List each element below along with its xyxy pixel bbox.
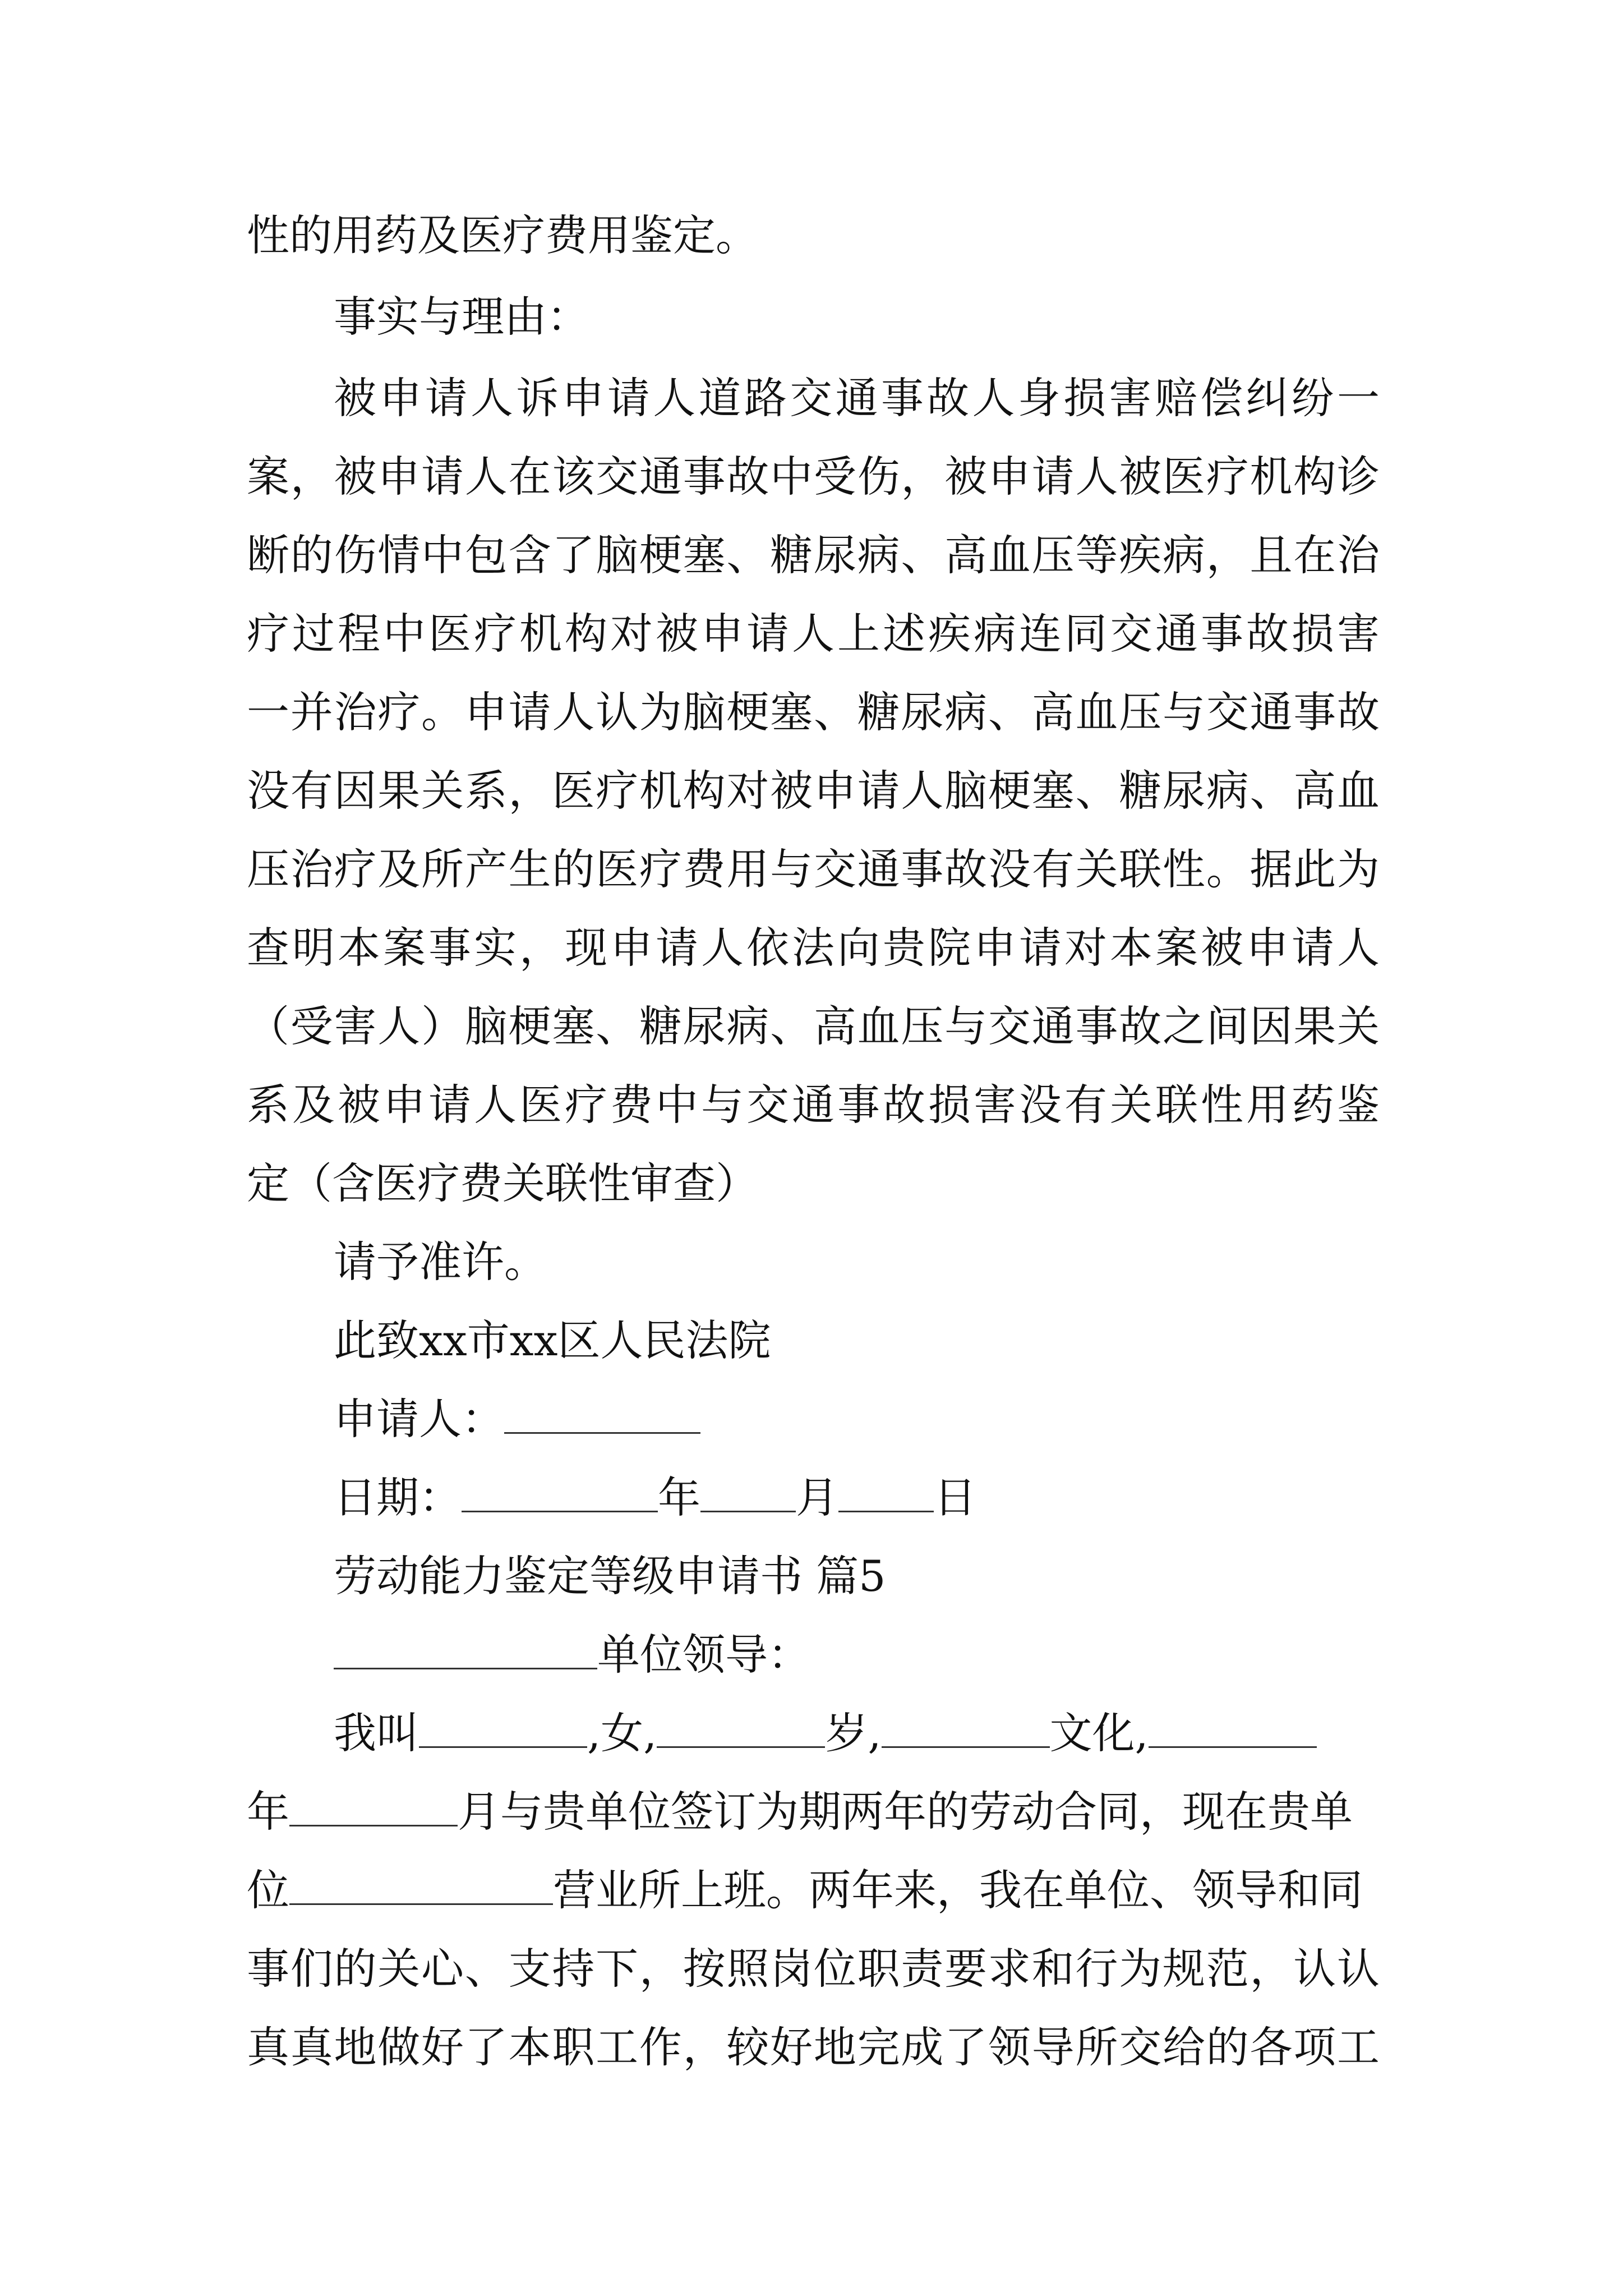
intro-unit: 位	[247, 1865, 289, 1915]
intro-prefix: 我叫	[334, 1708, 419, 1758]
paragraph-line: 被申请人诉申请人道路交通事故人身损害赔偿纠纷一	[334, 373, 1380, 423]
addressee-line: 此致xx市xx区人民法院	[334, 1315, 771, 1365]
date-line	[334, 1470, 976, 1526]
age-blank	[657, 1707, 825, 1748]
year-blank	[1149, 1707, 1317, 1748]
intro-contract: 月与贵单位签订为期两年的劳动合同，现在贵单	[458, 1787, 1353, 1837]
intro-gender: ,女,	[587, 1708, 657, 1758]
date-label: 日期：	[334, 1473, 462, 1522]
addressee-line	[334, 1627, 810, 1683]
applicant-blank	[504, 1393, 700, 1434]
paragraph-line: 事们的关心、支持下，按照岗位职责要求和行为规范，认认	[247, 1944, 1380, 1994]
paragraph-line: 疗过程中医疗机构对被申请人上述疾病连同交通事故损害	[247, 609, 1380, 659]
paragraph-line: 案，被申请人在该交通事故中受伤，被申请人被医疗机构诊	[247, 452, 1380, 501]
closing-line: 请予准许。	[334, 1237, 547, 1287]
paragraph-line: 一并治疗。申请人认为脑梗塞、糖尿病、高血压与交通事故	[247, 687, 1380, 737]
month-label: 月	[796, 1473, 838, 1522]
intro-year: 年	[247, 1787, 289, 1837]
paragraph-line: 真真地做好了本职工作，较好地完成了领导所交给的各项工	[247, 2022, 1380, 2072]
unit-blank	[334, 1628, 597, 1669]
paragraph-line: 压治疗及所产生的医疗费用与交通事故没有关联性。据此为	[247, 844, 1380, 894]
intro-line	[334, 1705, 1317, 1761]
month-blank	[700, 1471, 796, 1512]
intro-line	[247, 1784, 1353, 1840]
paragraph-line: 没有因果关系，医疗机构对被申请人脑梗塞、糖尿病、高血	[247, 766, 1380, 816]
day-label: 日	[934, 1473, 976, 1522]
applicant-line	[334, 1391, 700, 1447]
year-label: 年	[658, 1473, 700, 1522]
section-title: 劳动能力鉴定等级申请书 篇5	[334, 1551, 886, 1601]
paragraph-line: 定（含医疗费关联性审查）	[247, 1158, 758, 1208]
education-blank	[882, 1707, 1050, 1748]
month-blank	[289, 1786, 458, 1826]
name-blank	[419, 1707, 587, 1748]
intro-office: 营业所上班。两年来，我在单位、领导和同	[553, 1865, 1363, 1915]
day-blank	[838, 1471, 934, 1512]
applicant-label: 申请人：	[334, 1394, 504, 1444]
addressee-suffix: 单位领导：	[597, 1630, 810, 1680]
year-blank	[462, 1471, 658, 1512]
paragraph-line: 查明本案事实，现申请人依法向贵院申请对本案被申请人	[247, 923, 1380, 973]
intro-age-suffix: 岁,	[825, 1708, 882, 1758]
paragraph-line: （受害人）脑梗塞、糖尿病、高血压与交通事故之间因果关	[247, 1001, 1380, 1051]
section-heading: 事实与理由：	[334, 292, 589, 342]
paragraph-line: 性的用药及医疗费用鉴定。	[247, 210, 758, 260]
paragraph-line: 断的伤情中包含了脑梗塞、糖尿病、高血压等疾病，且在治	[247, 530, 1380, 580]
intro-edu-suffix: 文化,	[1049, 1708, 1149, 1758]
office-blank	[289, 1864, 553, 1905]
intro-line	[247, 1862, 1363, 1918]
paragraph-line: 系及被申请人医疗费中与交通事故损害没有关联性用药鉴	[247, 1080, 1380, 1130]
